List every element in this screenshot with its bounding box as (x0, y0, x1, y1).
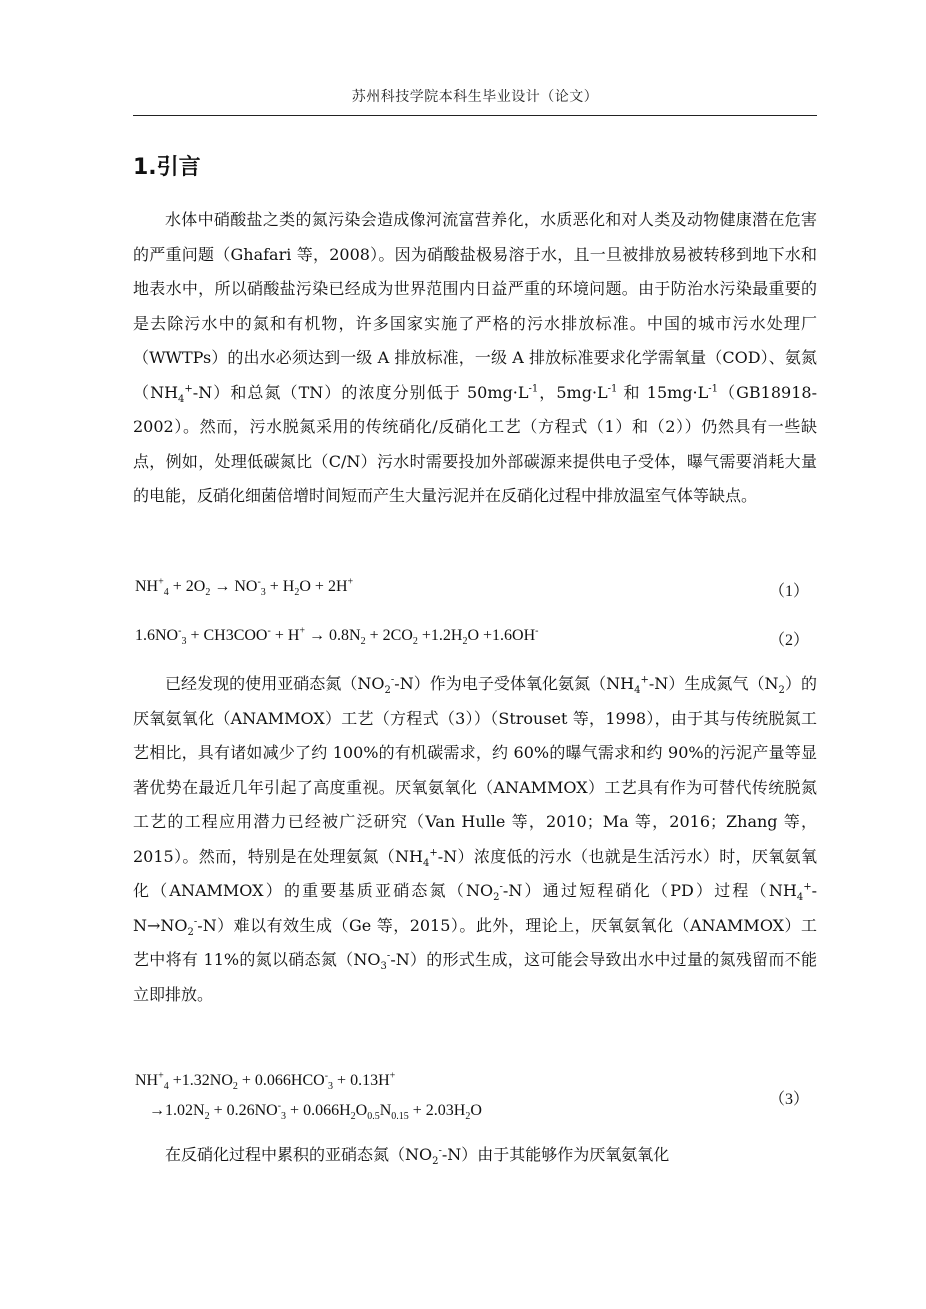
equation-3 (135, 1072, 817, 1128)
paragraph-3 (133, 1138, 817, 1173)
equation-2-formula: $1.6NO^-_3 + CH3COO^- + H^+ \to 0.8N_2 + 2CO_2 +1.2H_2O +1.6OH^-$ (135, 625, 539, 648)
section-heading: 1.引言 (133, 155, 201, 180)
equation-3-line-1: $NH^+_4 +1.32NO_2 + 0.066HCO^-_3 + 0.13H^+$ (135, 1070, 396, 1093)
equation-1-formula: $NH^+_4 + 2O_2 \to NO^-_3 + H_2O + 2H^+$ (135, 576, 354, 599)
paragraph-1 (133, 203, 817, 514)
equation-1 (135, 578, 817, 612)
paragraph-1-text: 水体中硝酸盐之类的氮污染会造成像河流富营养化，水质恶化和对人类及动物健康潜在危害的严重问题（Ghafari 等，2008）。因为硝酸盐极易溶于水，且一旦被排放易被转移到地下水和地表水中，所以硝酸盐污染已经成为世界范围内日益严重的环境问题。由于防治水污染最重要的是去除污水中的氮和有机物，许多国家实施了严格的污水排放标准。中国的城市污水处理厂（WWTPs）的出水必须达到一级 A 排放标准，一级 A 排放标准要求化学需氧量（COD）、氨氮$(NH_4^+-N)$和总氮（TN）的浓度分别低于 $50mg\cdot L^{-1}$，$5mg\cdot L^{-1}$ 和 $15mg\cdot L^{-1}(GB18918-2002)$。然而，污水脱氮采用的传统硝化/反硝化工艺（方程式（1）和（2））仍然具有一些缺点，例如，处理低碳氮比（C/N）污水时需要投加外部碳源来提供电子受体，曝气需要消耗大量的电能，反硝化细菌倍增时间短而产生大量污泥并在反硝化过程中排放温室气体等缺点。 (133, 210, 817, 505)
paragraph-3-text: 在反硝化过程中累积的亚硝态氮$(NO_2^--N)$由于其能够作为厌氧氨氧化 (165, 1145, 670, 1168)
paragraph-2 (133, 667, 817, 1012)
equation-2-number: （2） (768, 632, 809, 649)
equation-1-number: （1） (768, 583, 809, 600)
paragraph-2-text: 已经发现的使用亚硝态氮$(NO_2^--N)$作为电子受体氧化氨氮$(NH_4^+-N)$生成氮气$(N_2)$的厌氧氨氧化（ANAMMOX）工艺（方程式（3））（Strouset 等，1998），由于其与传统脱氮工艺相比，具有诸如减少了约 100%的有机碳需求，约 60%的曝气需求和约 90%的污泥产量等显著优势在最近几年引起了高度重视。厌氧氨氧化（ANAMMOX）工艺具有作为可替代传统脱氮工艺的工程应用潜力已经被广泛研究（Van Hulle 等，2010；Ma 等，2016；Zhang 等，2015）。然而，特别是在处理氨氮$(NH_4^+-N)$浓度低的污水（也就是生活污水）时，厌氧氨氧化（ANAMMOX）的重要基质亚硝态氮$(NO_2^--N)$通过短程硝化（PD）过程$(NH_4^+-N\to NO_2^--N)$难以有效生成（Ge 等，2015）。此外，理论上，厌氧氨氧化（ANAMMOX）工艺中将有 11%的氮以硝态氮$(NO_3^--N)$的形式生成，这可能会导致出水中过量的氮残留而不能立即排放。 (133, 674, 817, 1004)
equation-3-line-2: $\to 1.02N_2 + 0.26NO^-_3 + 0.066H_2O_{0.5}N_{0.15} + 2.03H_2O$ (149, 1100, 482, 1123)
running-header: 苏州科技学院本科生毕业设计（论文） (351, 89, 599, 105)
header-rule (133, 115, 817, 116)
equation-3-number: （3） (768, 1091, 809, 1108)
equation-2 (135, 627, 817, 661)
